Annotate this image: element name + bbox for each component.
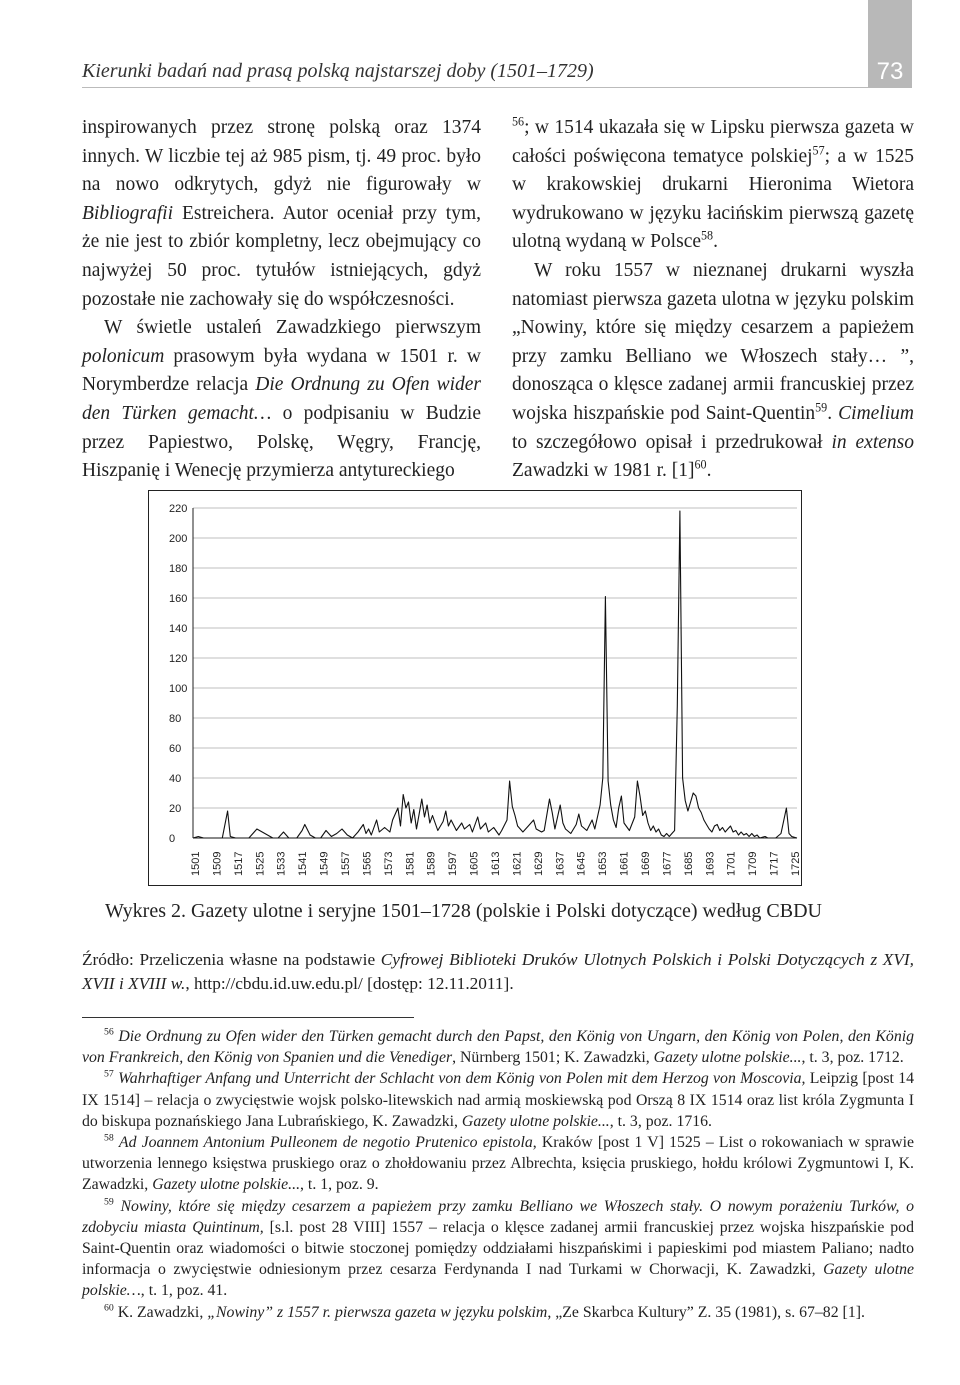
x-tick-label: 1693 (704, 851, 717, 876)
header-rule (82, 87, 868, 88)
x-tick-label: 1541 (297, 851, 310, 876)
y-tick-label: 20 (169, 803, 182, 815)
x-tick-label: 1565 (361, 851, 374, 876)
x-tick-label: 1525 (254, 851, 267, 876)
footnote-ref-59[interactable]: 59 (815, 400, 828, 415)
x-tick-label: 1725 (790, 851, 802, 876)
footnote-rule (82, 1017, 414, 1018)
figure-source: Źródło: Przeliczenia własne na podstawie Cyfrowej Biblioteki Druków Ulotnych Polskich i Polski Dotyczących z XVI, XVII i XVIII w., http://cbdu.id.uw.edu.pl/ [dostęp: 12.11.2011]. (82, 950, 914, 993)
x-tick-label: 1605 (468, 851, 481, 876)
x-tick-label: 1717 (768, 851, 781, 876)
x-tick-label: 1669 (640, 851, 652, 876)
x-tick-label: 1645 (575, 851, 588, 876)
footnote-60: $^{60}$ K. Zawadzki, „Nowiny” z 1557 r. pierwsza gazeta w języku polskim, „Ze Skarbca Kultury” Z. 35 (1981), s. 67–82 [1]. (104, 1302, 865, 1321)
y-tick-label: 180 (169, 563, 188, 575)
x-tick-label: 1621 (511, 851, 524, 876)
right-column (512, 114, 914, 486)
x-tick-label: 1501 (190, 851, 202, 876)
y-tick-label: 40 (169, 773, 182, 785)
x-tick-label: 1653 (597, 851, 610, 876)
x-tick-label: 1533 (275, 851, 288, 876)
y-tick-label: 220 (169, 503, 188, 515)
x-tick-label: 1685 (682, 851, 695, 876)
x-tick-label: 1589 (425, 851, 438, 876)
x-tick-label: 1581 (404, 851, 417, 876)
x-tick-label: 1677 (661, 851, 674, 876)
x-tick-label: 1517 (232, 851, 245, 876)
y-tick-label: 160 (169, 593, 188, 605)
footnote-ref-58[interactable]: 58 (701, 228, 714, 243)
y-tick-label: 200 (169, 533, 188, 545)
x-tick-label: 1557 (340, 851, 352, 876)
y-tick-label: 100 (169, 683, 188, 695)
left-column (82, 114, 481, 486)
x-tick-label: 1709 (747, 851, 760, 876)
y-tick-label: 60 (169, 743, 182, 755)
x-tick-label: 1629 (532, 851, 545, 876)
right-paragraph-2: W roku 1557 w nieznanej drukarni wyszła natomiast pierwsza gazeta ulotna w języku polskim „Nowiny, które się między cesarzem a papieżem przy zamku Belliano we Włoszech stały… ”, donosząca o klęsce zadanej armii francuskiej przez wojska hiszpańskie pod Saint-Quentin$^{59}$. Cimelium to szczegółowo opisał i przedrukował in extenso Zawadzki w 1981 r. $[1]^{60}$. (512, 259, 915, 482)
y-tick-label: 140 (169, 623, 188, 635)
footnote-58: $^{58}$ Ad Joannem Antonium Pulleonem de negotio Prutenico epistola, Kraków [post 1 V] 1525 – List o rokowaniach w sprawie utworzenia lennego księstwa pruskiego oraz o zhołdowaniu przez Albrechta, księcia pruskiego, hołdu królowi Zygmuntowi I, K. Zawadzki, Gazety ulotne polskie..., t. 1, poz. 9. (82, 1132, 914, 1194)
footnote-ref-60[interactable]: 60 (694, 457, 707, 472)
footnote-57: $^{57}$ Wahrhaftiger Anfang und Unterricht der Schlacht von dem König von Polen mit dem Herzog von Moscovia, Leipzig [post 14 IX 1514] – relacja o zwycięstwie wojsk polsko-litewskich nad armią moskiewską pod Orszą 8 IX 1514 oraz list króla Zygmunta I do biskupa poznańskiego Jana Lubrańskiego, K. Zawadzki, Gazety ulotne polskie..., t. 3, poz. 1716. (82, 1069, 914, 1130)
x-tick-label: 1637 (554, 851, 567, 876)
series-line-0 (193, 511, 797, 838)
left-paragraph-2: W świetle ustaleń Zawadzkiego pierwszym polonicum prasowym była wydana w 1501 r. w Norymberdze relacja Die Ordnung zu Ofen wider den Türken gemacht… o podpisaniu w Budzie przez Papiestwo, Polskę, Węgry, Francję, Hiszpanię i Wenecję przymierza antytureckiego (82, 317, 481, 482)
page-number: 73 (876, 58, 904, 85)
y-tick-label: 120 (169, 653, 188, 665)
x-tick-label: 1549 (318, 851, 331, 876)
footnote-ref-56[interactable]: 56 (512, 114, 525, 129)
right-paragraph-1: $^{56}$; w 1514 ukazała się w Lipsku pierwsza gazeta w całości poświęcona tematyce polskiej$^{57}$; a w 1525 w krakowskiej drukarni Hieronima Wietora wydrukowano w języku łacińskim pierwszą gazetę ulotną wydaną w Polsce$^{58}$. (512, 114, 914, 253)
y-tick-label: 80 (169, 713, 182, 725)
x-tick-label: 1701 (725, 851, 738, 876)
x-tick-label: 1613 (490, 851, 502, 876)
footnote-56: $^{56}$ Die Ordnung zu Ofen wider den Türken gemacht durch den Papst, den König von Ungarn, den König von Polen, den König von Frankreich, den König von Spanien und die Venediger, Nürnberg 1501; K. Zawadzki, Gazety ulotne polskie..., t. 3, poz. 1712. (82, 1026, 914, 1067)
line-chart (149, 491, 803, 887)
left-paragraph-1: inspirowanych przez stronę polską oraz 1374 innych. W liczbie tej aż 985 pism, tj. 49 proc. było na nowo odkrytych, gdyż nie figurowały w Bibliografii Estreichera. Autor oceniał przy tym, że nie jest to zbiór kompletny, lecz obejmujący co najwyżej 50 proc. tytułów istniejących, gdyż pozostałe nie zachowały się do współczesności. (82, 117, 481, 310)
y-tick-label: 0 (169, 833, 176, 845)
footnote-59: $^{59}$ Nowiny, które się między cesarzem a papieżem przy zamku Belliano we Włoszech stały. O nowym porażeniu Turków, o zdobyciu miasta Quintinum, [s.l. post 28 VIII] 1557 – relacja o klęsce zadanej armii francuskiej przez wojska hiszpańskie pod Saint-Quentin oraz wiadomości o bitwie stoczonej pomiędzy oddziałami hiszpańskimi i papieskimi pod miastem Paliano; nadto informacja o zwycięstwie odniesionym przez cesarza Ferdynanda I nad Turkami w Chorwacji, K. Zawadzki, Gazety ulotne polskie…, t. 1, poz. 41. (82, 1196, 914, 1300)
x-tick-label: 1597 (447, 851, 460, 876)
x-tick-label: 1661 (618, 851, 631, 876)
x-tick-label: 1509 (211, 851, 224, 876)
footnotes (82, 1026, 914, 1323)
x-tick-label: 1573 (382, 851, 395, 876)
footnote-ref-57[interactable]: 57 (812, 143, 825, 158)
figure-caption: Wykres 2. Gazety ulotne i seryjne 1501–1728 (polskie i Polski dotyczące) według CBDU (105, 900, 822, 922)
running-header: Kierunki badań nad prasą polską najstarszej doby (1501–1729) (82, 60, 594, 82)
chart-frame (148, 490, 802, 886)
